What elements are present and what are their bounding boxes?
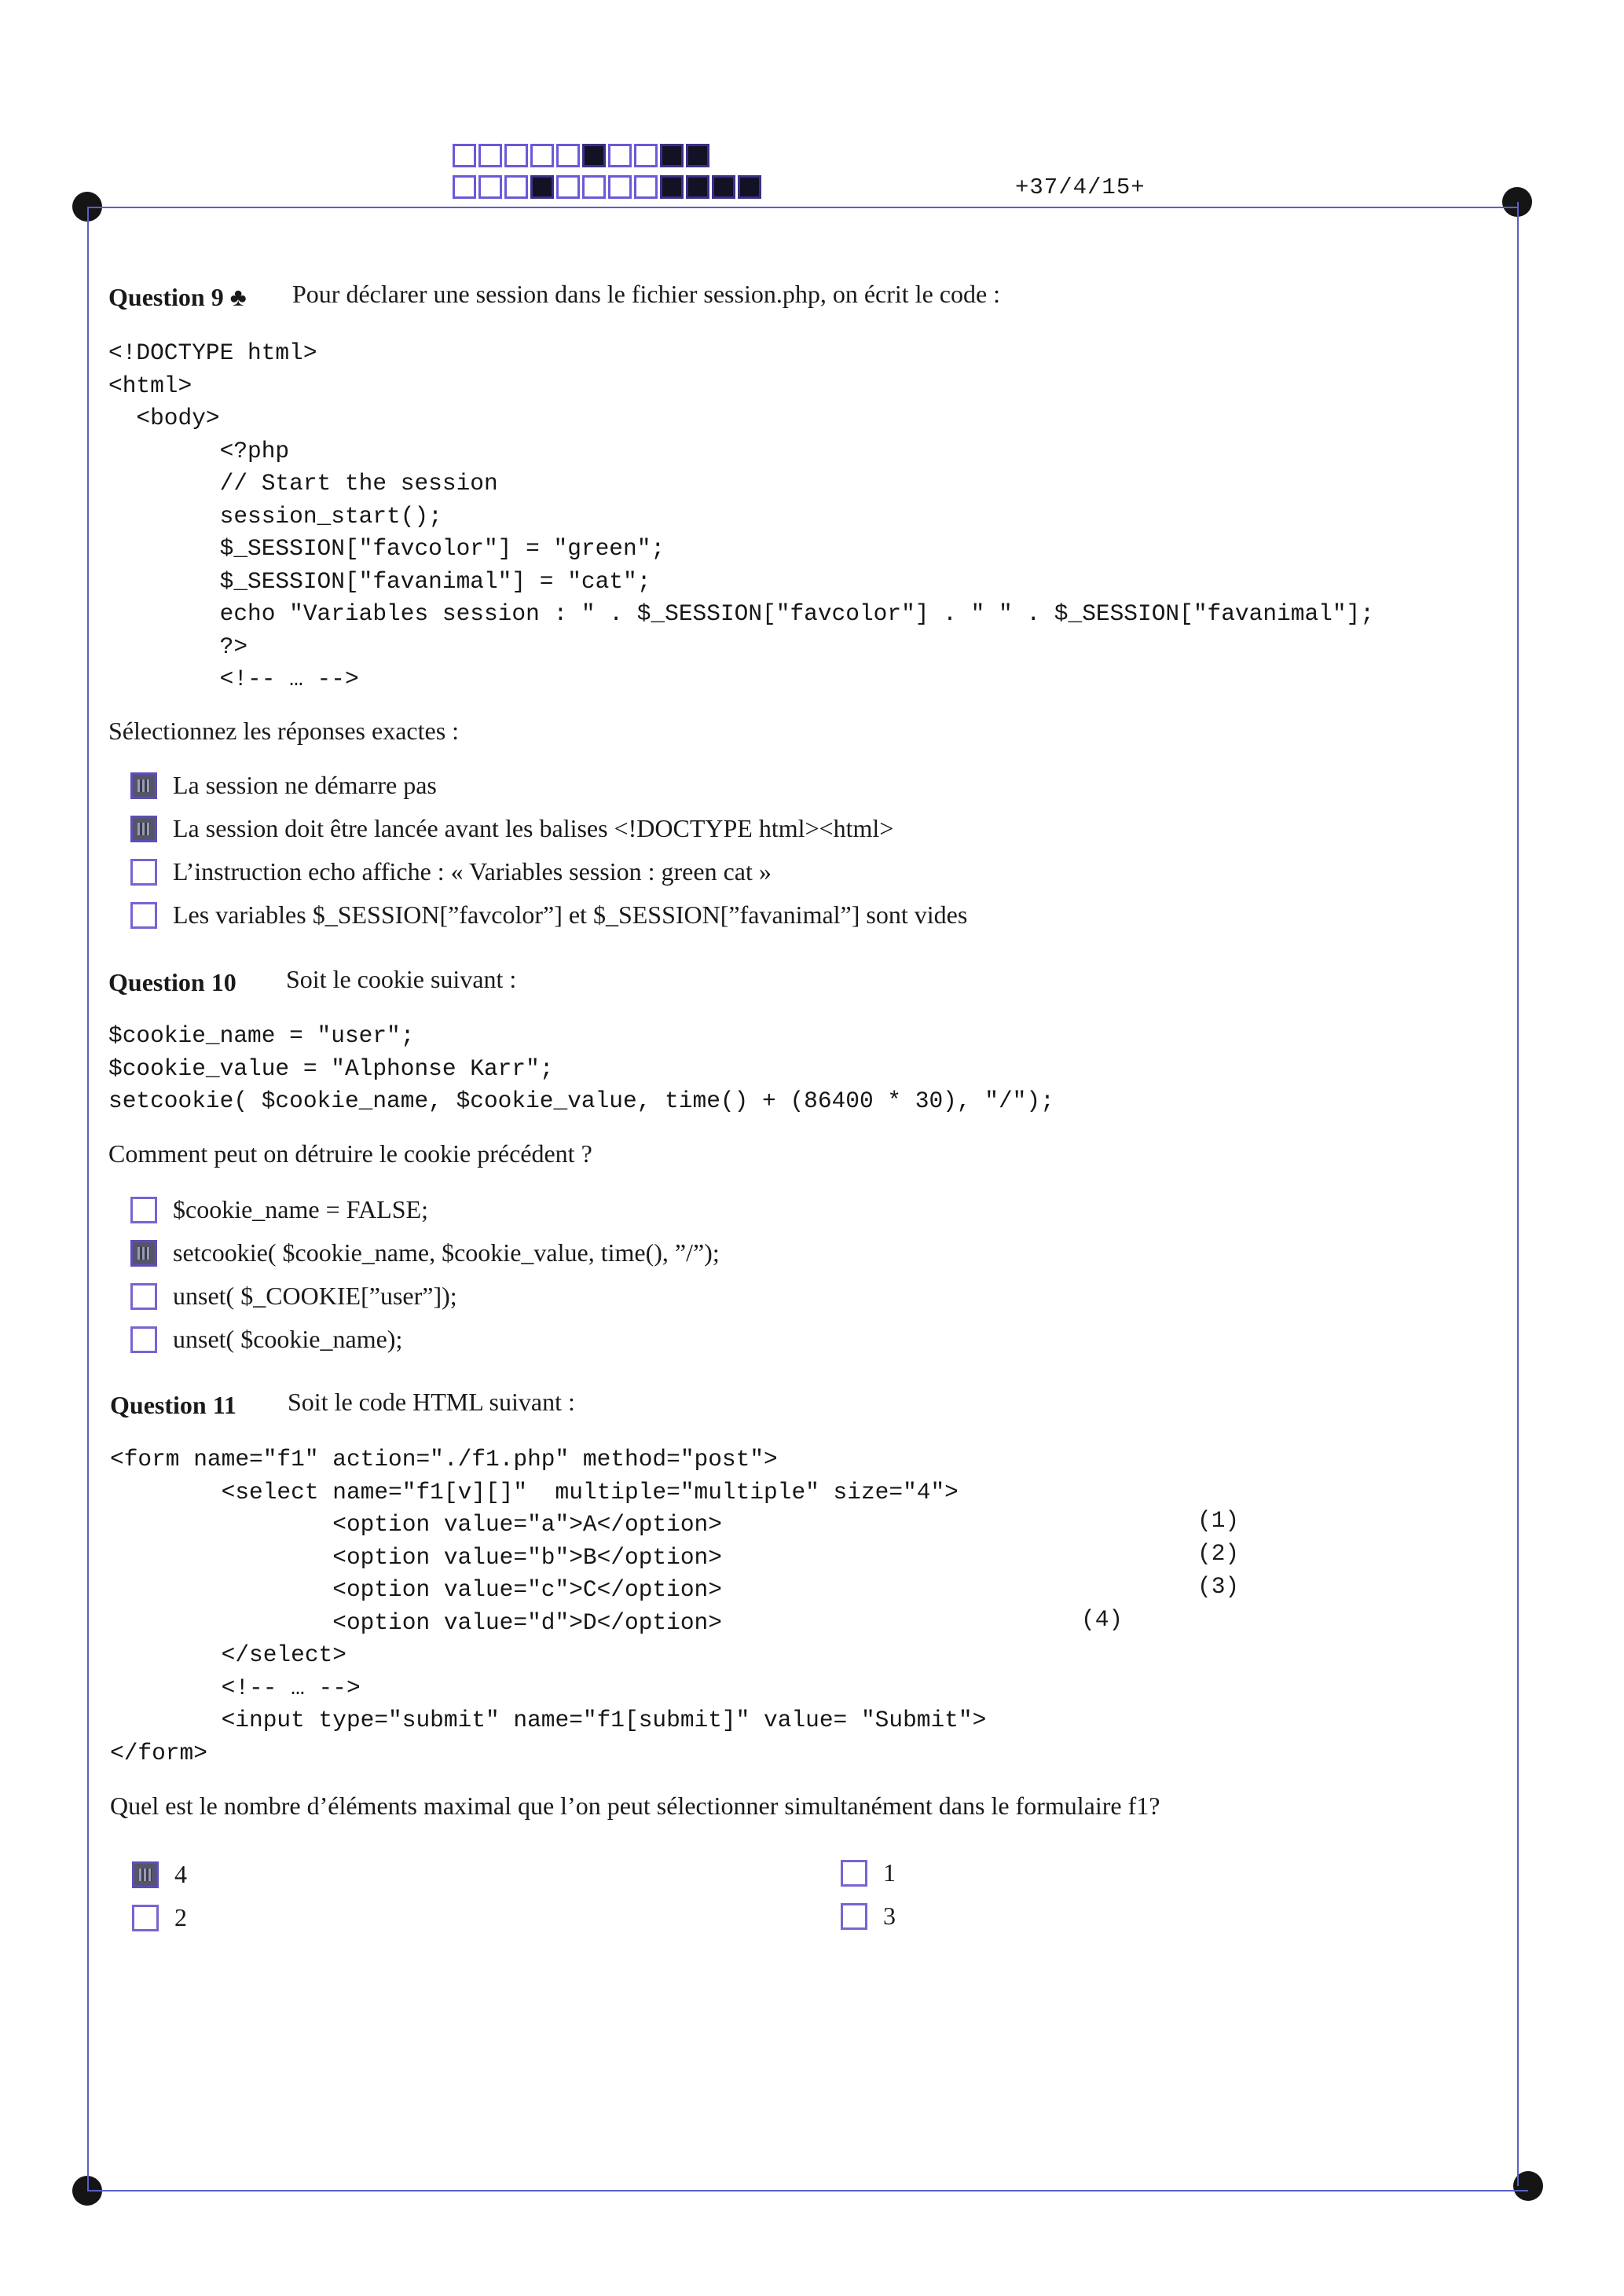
barcode-row-2: [453, 175, 764, 199]
q9-answer-3[interactable]: [130, 857, 772, 886]
barcode-cell: [453, 144, 476, 167]
barcode-cell: [530, 175, 554, 199]
question-11-instruction: Quel est le nombre d’éléments maximal que l’on peut sélectionner simultanément dans le formulaire f1?: [110, 1792, 1160, 1820]
checkbox[interactable]: [130, 1326, 157, 1353]
question-10-title: Question 10: [108, 968, 236, 996]
barcode-cell: [582, 175, 606, 199]
answer-label: 2: [174, 1903, 187, 1931]
question-11-title: Question 11: [110, 1391, 236, 1419]
frame-right: [1517, 202, 1519, 2186]
q9-answer-4[interactable]: [130, 900, 967, 930]
q10-answer-3[interactable]: [130, 1282, 457, 1311]
barcode-cell: [686, 144, 709, 167]
question-10-instruction: Comment peut on détruire le cookie précédent ?: [108, 1139, 592, 1168]
barcode-cell: [453, 175, 476, 199]
question-9-prompt: Pour déclarer une session dans le fichier session.php, on écrit le code :: [292, 280, 1001, 308]
q10-answer-2[interactable]: [130, 1238, 720, 1267]
answer-label: 3: [883, 1902, 896, 1930]
question-9-code: <!DOCTYPE html> <html> <body> <?php // Start the session session_start(); $_SESSION["favcolor"] = "green"; $_SESSION["favanimal"] = "cat"; echo "Variables session : " . $_SESSION["favcolor"] . " " . $_SESSION["favanimal"]; ?> <!-- … -->: [108, 339, 1374, 692]
answer-label: unset( $_COOKIE[”user”]);: [173, 1282, 457, 1310]
club-icon: ♣: [229, 283, 247, 311]
answer-label: La session doit être lancée avant les balises <!DOCTYPE html><html>: [173, 814, 894, 842]
q11-answer-2[interactable]: [132, 1903, 187, 1932]
q11-answer-1[interactable]: [841, 1858, 896, 1887]
frame-bottom: [87, 2190, 1528, 2191]
question-9-instruction: Sélectionnez les réponses exactes :: [108, 717, 460, 745]
checkbox[interactable]: [132, 1905, 159, 1931]
answer-label: 4: [174, 1860, 187, 1888]
checkbox[interactable]: [130, 772, 157, 799]
page-id: +37/4/15+: [1015, 174, 1146, 200]
frame-left: [87, 207, 89, 2191]
question-10-prompt: Soit le cookie suivant :: [286, 965, 517, 993]
question-number: Question 9: [108, 283, 224, 311]
q9-answer-1[interactable]: [130, 771, 437, 800]
checkbox[interactable]: [130, 859, 157, 886]
code-line-number-2: (2): [1197, 1540, 1240, 1567]
checkbox[interactable]: [130, 1240, 157, 1267]
question-11-prompt: Soit le code HTML suivant :: [288, 1388, 575, 1416]
barcode-cell: [504, 144, 528, 167]
barcode-cell: [660, 144, 684, 167]
barcode-cell: [478, 175, 502, 199]
question-11-code: <form name="f1" action="./f1.php" method="post"> <select name="f1[v][]" multiple="multiple" size="4"> <option value="a">A</option> <option value="b">B</option> <option value="c">C</option> <option value="d">D</option> </select> <!-- … --> <input type="submit" name="f1[submit]" value= "Submit"> </form>: [110, 1446, 987, 1766]
checkbox[interactable]: [130, 1283, 157, 1310]
answer-label: La session ne démarre pas: [173, 771, 437, 799]
barcode-cell: [504, 175, 528, 199]
barcode-cell: [608, 175, 632, 199]
barcode-cell: [712, 175, 735, 199]
code-line-number-1: (1): [1197, 1507, 1240, 1534]
answer-label: setcookie( $cookie_name, $cookie_value, time(), ”/”);: [173, 1238, 720, 1267]
barcode-row-1: [453, 144, 712, 167]
answer-label: L’instruction echo affiche : « Variables session : green cat »: [173, 857, 772, 886]
q9-answer-2[interactable]: [130, 814, 893, 843]
code-line-number-4: (4): [1081, 1606, 1124, 1633]
question-10-code: $cookie_name = "user"; $cookie_value = "Alphonse Karr"; setcookie( $cookie_name, $cookie_value, time() + (86400 * 30), "/");: [108, 1022, 1054, 1114]
barcode-cell: [608, 144, 632, 167]
code-line-number-3: (3): [1197, 1573, 1240, 1600]
checkbox[interactable]: [132, 1861, 159, 1888]
q10-answer-4[interactable]: [130, 1325, 402, 1354]
answer-label: $cookie_name = FALSE;: [173, 1195, 428, 1223]
q10-answer-1[interactable]: [130, 1195, 428, 1224]
frame-top: [87, 207, 1517, 208]
q11-answer-4[interactable]: [132, 1860, 187, 1889]
checkbox[interactable]: [130, 816, 157, 842]
answer-label: Les variables $_SESSION[”favcolor”] et $_SESSION[”favanimal”] sont vides: [173, 900, 968, 929]
barcode-cell: [660, 175, 684, 199]
checkbox[interactable]: [130, 1197, 157, 1223]
answer-label: unset( $cookie_name);: [173, 1325, 403, 1353]
barcode-cell: [530, 144, 554, 167]
barcode-cell: [556, 175, 580, 199]
barcode-cell: [582, 144, 606, 167]
checkbox[interactable]: [841, 1903, 867, 1930]
q11-answer-3[interactable]: [841, 1902, 896, 1931]
barcode-cell: [738, 175, 761, 199]
barcode-cell: [634, 144, 658, 167]
checkbox[interactable]: [841, 1860, 867, 1887]
barcode-cell: [556, 144, 580, 167]
answer-label: 1: [883, 1858, 896, 1887]
barcode-cell: [478, 144, 502, 167]
barcode-cell: [634, 175, 658, 199]
barcode-cell: [686, 175, 709, 199]
question-9-title: [108, 283, 247, 312]
checkbox[interactable]: [130, 902, 157, 929]
